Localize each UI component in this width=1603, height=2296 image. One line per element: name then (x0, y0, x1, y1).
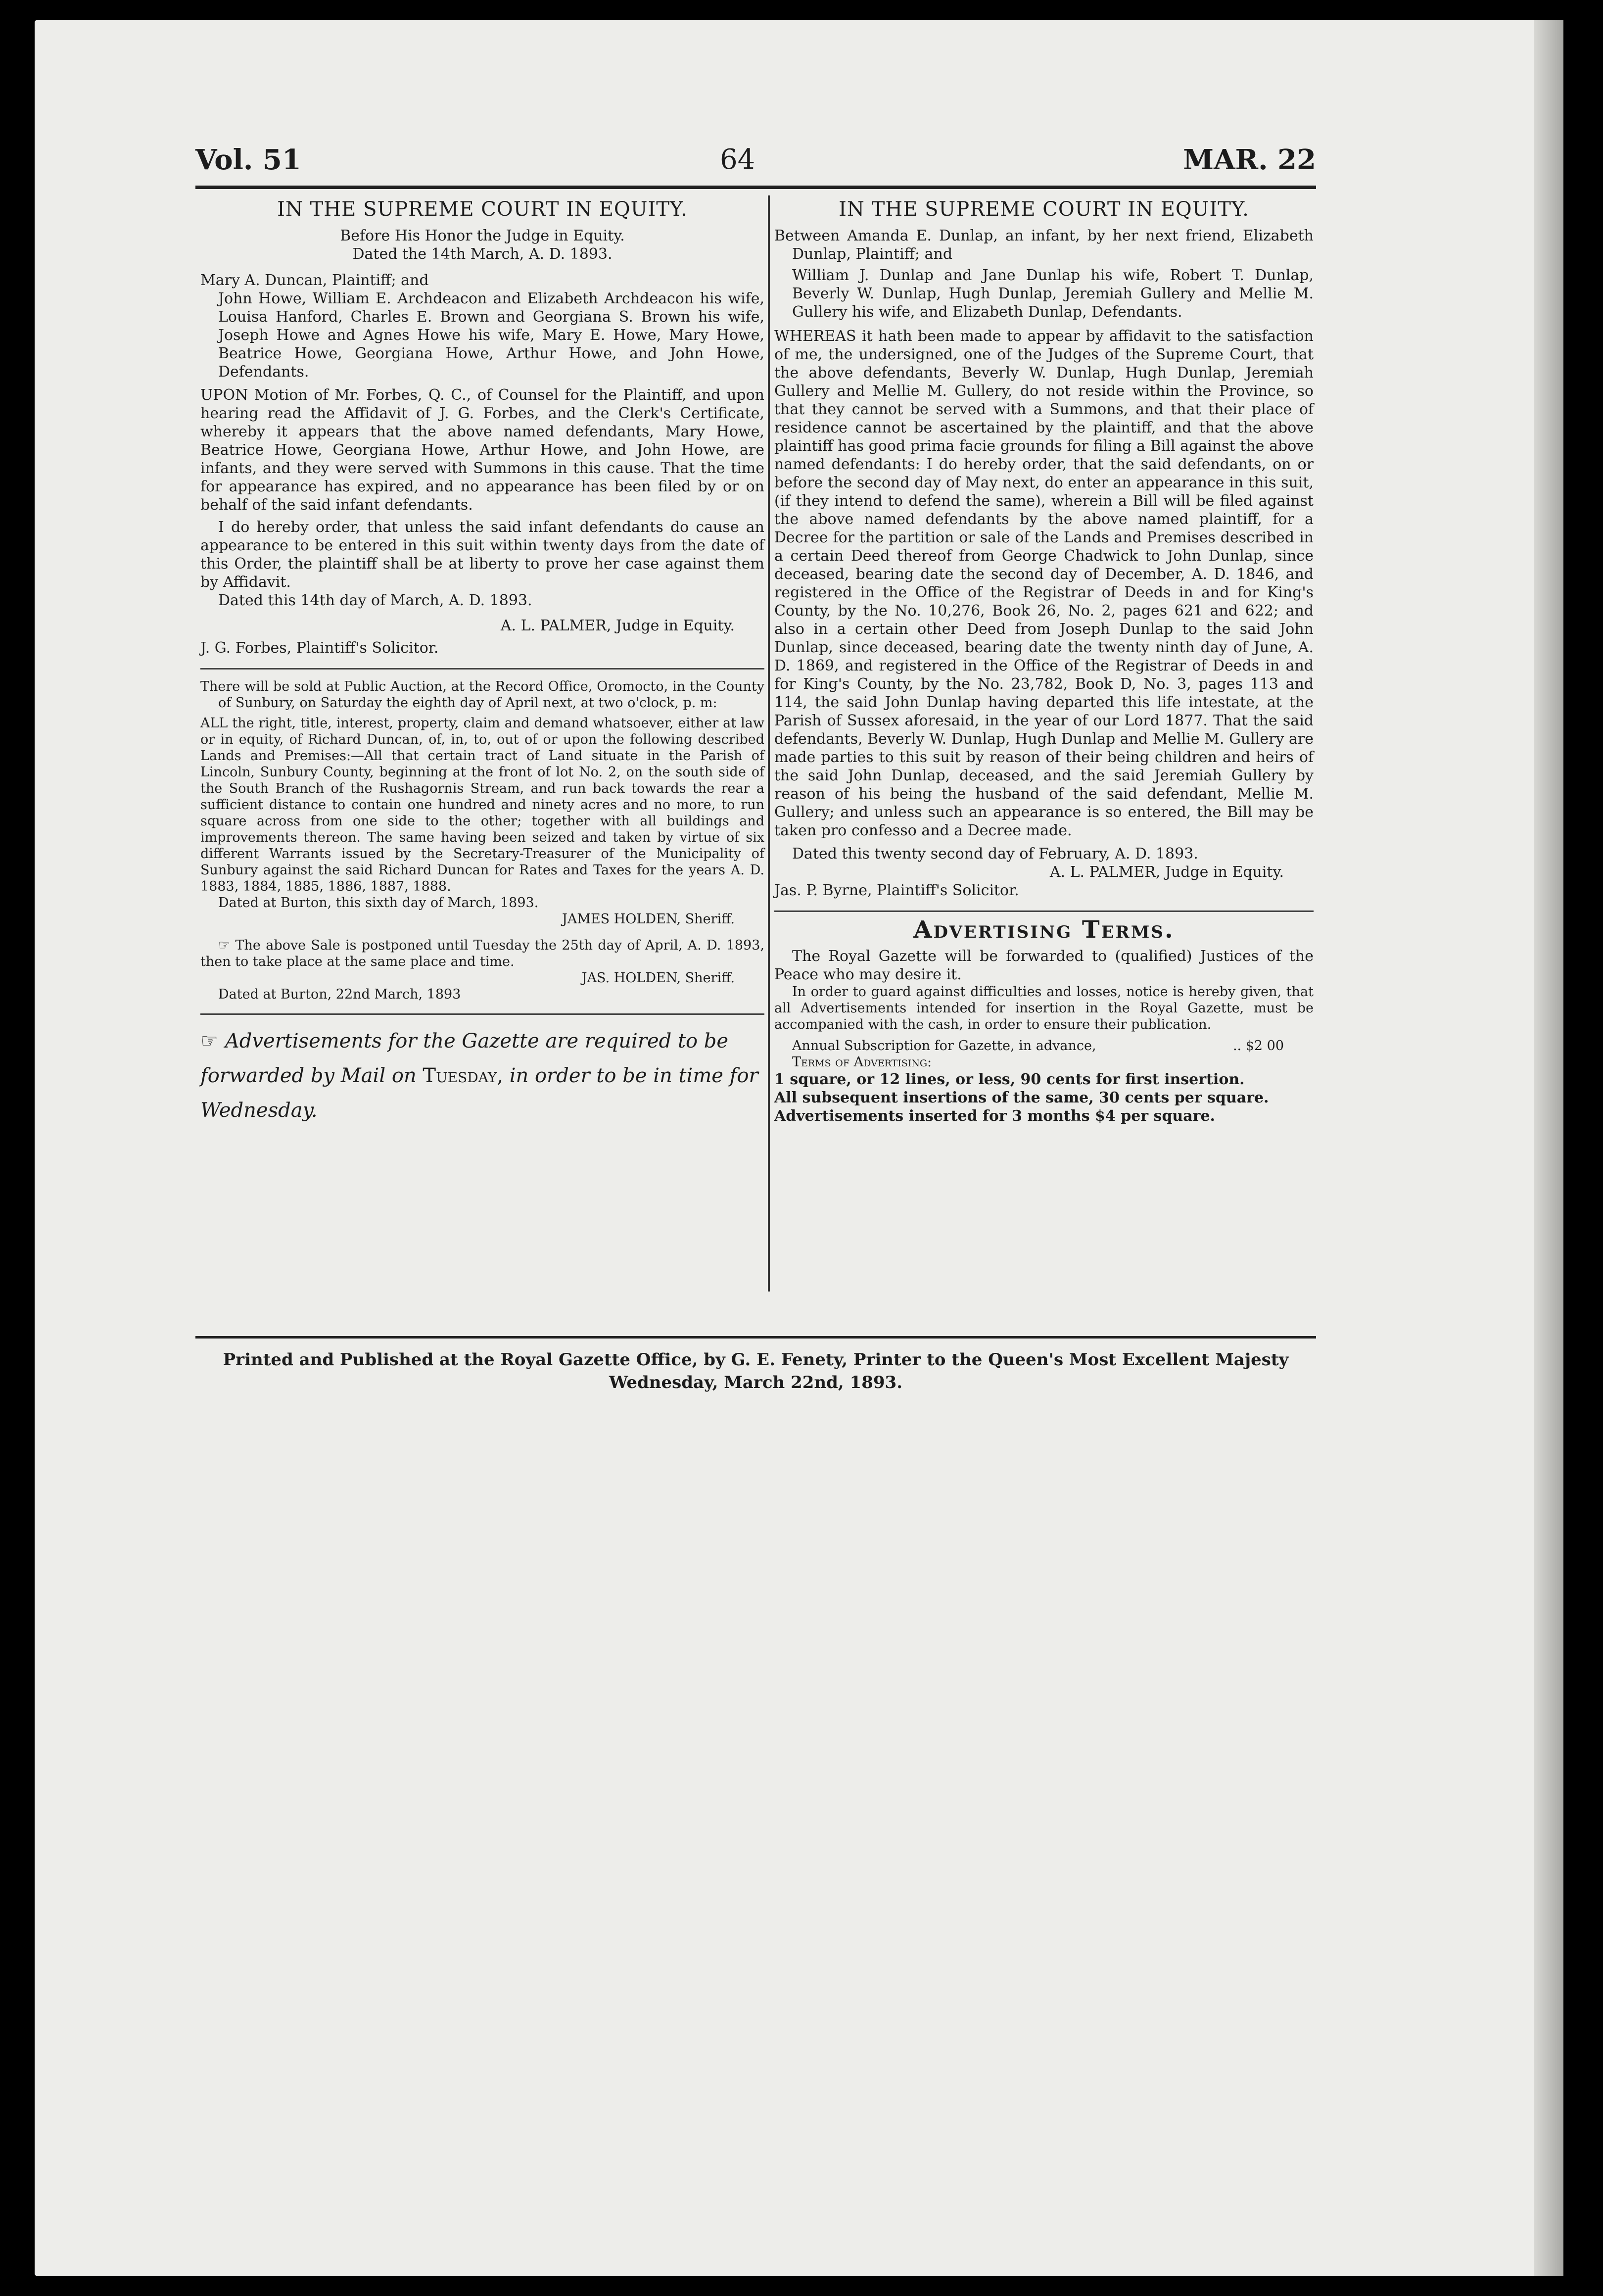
page-header (195, 144, 1316, 188)
term-3: Advertisements inserted for 3 months $4 per square. (774, 1107, 1216, 1125)
advertising-guard: In order to guard against difficulties and losses, notice is hereby given, that all Advertisements intended for insertion in the Royal Gazette, must be accompanied with the cash, in order to ensure their publication. (774, 984, 1314, 1032)
left-notice-dated-this: Dated this 14th day of March, A. D. 1893. (218, 592, 532, 609)
volume-label: Vol. 51 (195, 144, 301, 176)
left-notice-plaintiff: Mary A. Duncan, Plaintiff; and (200, 272, 429, 289)
left-notice-judge: A. L. PALMER, Judge in Equity. (500, 617, 735, 634)
auction-sheriff2: JAS. HOLDEN, Sheriff. (581, 970, 735, 986)
left-notice-order: I do hereby order, that unless the said infant defendants do cause an appearance to be entered in this suit within twenty days from the date of this Order, the plaintiff shall be at liberty to prove her case against them by Affidavit. (200, 519, 764, 591)
issue-date: MAR. 22 (1183, 144, 1316, 176)
page-number: 64 (720, 144, 755, 176)
pointing-hand-icon: ☞ (218, 938, 236, 953)
right-column (774, 195, 1314, 1125)
subscription-row (774, 1038, 1314, 1054)
left-notice-title: IN THE SUPREME COURT IN EQUITY. (277, 198, 688, 221)
term-2: All subsequent insertions of the same, 30 cents per square. (774, 1089, 1269, 1106)
term-1: 1 square, or 12 lines, or less, 90 cents for first insertion. (774, 1071, 1245, 1088)
advertising-title: Advertising Terms. (913, 916, 1175, 944)
auction-intro: There will be sold at Public Auction, at the Record Office, Oromocto, in the County of Sunbury, on Saturday the eighth day of April next, at two o'clock, p. m: (200, 679, 764, 711)
mail-notice-tuesday: Tuesday, (423, 1064, 504, 1087)
page-spine-shadow (1534, 20, 1563, 2276)
auction-body: ALL the right, title, interest, property, claim and demand whatsoever, either at law or in equity, of Richard Duncan, of, in, to, out of or upon the following described Lands and Premises:—All that certain tract of Land situate in the Parish of Lincoln, Sunbury County, beginning at the front of lot No. 2, on the south side of the South Branch of the Rushagornis Stream, and run back towards the rear a sufficient distance to contain one hundred and ninety acres and no more, to run square across from one side to the other; together with all buildings and improvements thereon. The same having been seized and taken by virtue of six different Warrants issued by the Secretary-Treasurer of the Municipality of Sunbury against the said Richard Duncan for Rates and Taxes for the years A. D. 1883, 1884, 1885, 1886, 1887, 1888. (200, 716, 764, 894)
auction-postponed-text: The above Sale is postponed until Tuesday the 25th day of April, A. D. 1893, then to take place at the same place and time. (200, 938, 764, 969)
advertising-forwarded: The Royal Gazette will be forwarded to (qualified) Justices of the Peace who may desire it. (774, 948, 1314, 983)
imprint-line-2: Wednesday, March 22nd, 1893. (609, 1373, 903, 1392)
mail-notice-part2: in order to be in time for Wednesday. (200, 1064, 758, 1122)
right-notice-whereas: WHEREAS it hath been made to appear by affidavit to the satisfaction of me, the undersigned, one of the Judges of the Supreme Court, that the above defendants, Beverly W. Dunlap, Hugh Dunlap, Jeremiah Gullery and Mellie M. Gullery, do not reside within the Province, so that they cannot be served with a Summons, and that their place of residence cannot be ascertained by the plaintiff, and that the above plaintiff has good prima facie grounds for filing a Bill against the above named defendants: I do hereby order, that the said defendants, on or before the second day of May next, do enter an appearance in this suit, (if they intend to defend the same), wherein a Bill will be filed against the above named defendants by the above named plaintiff, for a Decree for the partition or sale of the Lands and Premises described in a certain Deed thereof from George Chadwick to John Dunlap, since deceased, bearing date the second day of December, A. D. 1846, and registered in the Office of the Registrar of Deeds in and for King's County, by the No. 10,276, Book 26, No. 2, pages 621 and 622; and also in a certain other Deed from Joseph Dunlap to the said John Dunlap, since deceased, bearing date the twenty ninth day of June, A. D. 1869, and registered in the Office of the Registrar of Deeds in and for King's County, by the No. 23,782, Book D, No. 3, pages 113 and 114, the said John Dunlap having departed this life intestate, at the Parish of Sussex aforesaid, in the year of our Lord 1877. That the said defendants, Beverly W. Dunlap, Hugh Dunlap and Mellie M. Gullery are made parties to this suit by reason of their being children and heirs of the said John Dunlap, deceased, and the said Jeremiah Gullery by reason of his being the husband of the said defendant, Mellie M. Gullery; and unless such an appearance is so entered, the Bill may be taken pro confesso and a Decree made. (774, 328, 1314, 839)
auction-sheriff: JAMES HOLDEN, Sheriff. (562, 911, 735, 927)
right-separator (774, 910, 1314, 912)
left-notice-before: Before His Honor the Judge in Equity. (340, 227, 625, 244)
pointing-hand-icon-notice: ☞ (200, 1030, 218, 1052)
right-notice-defendants: William J. Dunlap and Jane Dunlap his wife, Robert T. Dunlap, Beverly W. Dunlap, Hugh Dunlap, Jeremiah Gullery and Mellie M. Gullery his wife, and Elizabeth Dunlap, Defendants. (792, 267, 1314, 321)
right-notice-judge: A. L. PALMER, Judge in Equity. (1049, 863, 1284, 881)
imprint-line-1: Printed and Published at the Royal Gazette Office, by G. E. Fenety, Printer to the Queen's Most Excellent Majesty (223, 1350, 1289, 1370)
column-separator-2 (200, 1013, 764, 1015)
footer-rule (195, 1336, 1316, 1339)
column-rule (768, 195, 770, 1292)
mail-notice (200, 1024, 764, 1128)
subscription-label: Annual Subscription for Gazette, in advance, (792, 1038, 1096, 1053)
subscription-price: .. $2 00 (1232, 1038, 1284, 1053)
auction-postponed (200, 937, 764, 970)
left-notice-motion: UPON Motion of Mr. Forbes, Q. C., of Counsel for the Plaintiff, and upon hearing read the Affidavit of J. G. Forbes, and the Clerk's Certificate, whereby it appears that the above named defendants, Mary Howe, Beatrice Howe, Georgiana Howe, Arthur Howe, and John Howe, are infants, and they were served with Summons in this cause. That the time for appearance has expired, and no appearance has been filed by or on behalf of the said infant defendants. (200, 386, 764, 514)
right-notice-dated: Dated this twenty second day of February, A. D. 1893. (792, 845, 1198, 862)
right-notice-solicitor: Jas. P. Byrne, Plaintiff's Solicitor. (774, 882, 1019, 899)
mail-notice-part1: Advertisements for the Gazette are required to be forwarded by Mail on (200, 1030, 729, 1087)
auction-dated: Dated at Burton, this sixth day of March, 1893. (218, 895, 539, 910)
left-notice-solicitor: J. G. Forbes, Plaintiff's Solicitor. (200, 639, 439, 657)
column-separator (200, 668, 764, 670)
header-rule (195, 186, 1316, 189)
left-column (200, 195, 764, 1128)
auction-dated2: Dated at Burton, 22nd March, 1893 (218, 987, 461, 1002)
imprint-footer (195, 1348, 1316, 1394)
left-notice-dated: Dated the 14th March, A. D. 1893. (352, 245, 613, 263)
terms-heading: Terms of Advertising: (792, 1054, 932, 1070)
left-notice-defendants: John Howe, William E. Archdeacon and Elizabeth Archdeacon his wife, Louisa Hanford, Charles E. Brown and Georgiana S. Brown his wife, Joseph Howe and Agnes Howe his wife, Mary E. Howe, Mary Howe, Beatrice Howe, Georgiana Howe, Arthur Howe, and John Howe, Defendants. (218, 290, 764, 381)
right-notice-between: Between Amanda E. Dunlap, an infant, by her next friend, Elizabeth Dunlap, Plaintiff; and (774, 227, 1314, 263)
right-notice-title: IN THE SUPREME COURT IN EQUITY. (839, 198, 1249, 221)
